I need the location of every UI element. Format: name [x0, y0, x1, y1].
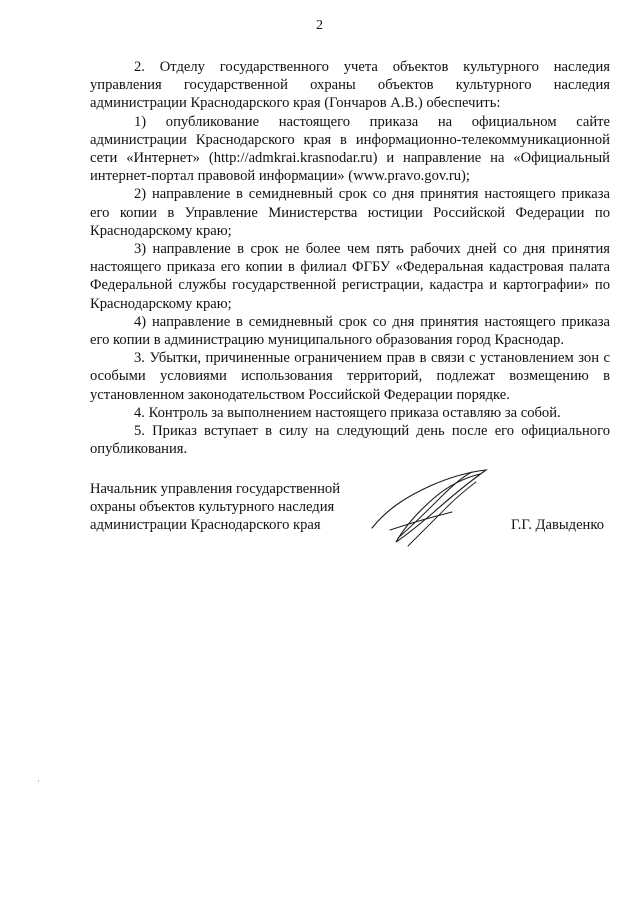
signatory-title-line: охраны объектов культурного наследия: [90, 499, 335, 515]
paragraph-2-1: 1) опубликование настоящего приказа на официальном сайте администрации Краснодарского края в информационно-телекоммуникационной сети «Интернет» (http://admkrai.krasnodar.ru) и направление на «Официальный интернет-портал правовой информации» (www.pravo.gov.ru);: [90, 113, 610, 185]
paragraph-2-2: 2) направление в семидневный срок со дня принятия настоящего приказа его копии в Управление Министерства юстиции Российской Федерации по Краснодарскому краю;: [90, 186, 610, 239]
paragraph-5: 5. Приказ вступает в силу на следующий день после его официального опубликования.: [90, 423, 610, 458]
document-body: [90, 58, 610, 458]
paragraph-2: 2. Отделу государственного учета объектов культурного наследия управления государственной охраны объектов культурного наследия администрации Краснодарского края (Гончаров А.В.) обеспечить:: [90, 59, 610, 112]
signature-block: [90, 480, 610, 560]
paragraph-2-4: 4) направление в семидневный срок со дня принятия настоящего приказа его копии в администрацию муниципального образования город Краснодар.: [90, 313, 610, 349]
paragraph-3: 3. Убытки, причиненные ограничением прав в связи с установлением зон с особыми условиями использования территорий, подлежат возмещению в установленном законодательством Российской Федерации порядке.: [90, 350, 610, 403]
handwritten-signature: [368, 468, 498, 550]
page-number: 2: [316, 18, 323, 33]
paragraph-2-3: 3) направление в срок не более чем пять рабочих дней со дня принятия настоящего приказа его копии в филиал ФГБУ «Федеральная кадастровая палата Федеральной службы государственной регистрации, кадастра и картографии» по Краснодарскому краю;: [90, 241, 610, 312]
signatory-name: Г.Г. Давыденко: [510, 517, 604, 533]
paragraph-4: 4. Контроль за выполнением настоящего приказа оставляю за собой.: [134, 404, 561, 421]
signatory-title-line: администрации Краснодарского края: [90, 517, 321, 533]
signatory-title: [90, 480, 380, 534]
scan-speck: [38, 780, 39, 782]
signatory-title-line: Начальник управления государственной: [90, 481, 341, 497]
